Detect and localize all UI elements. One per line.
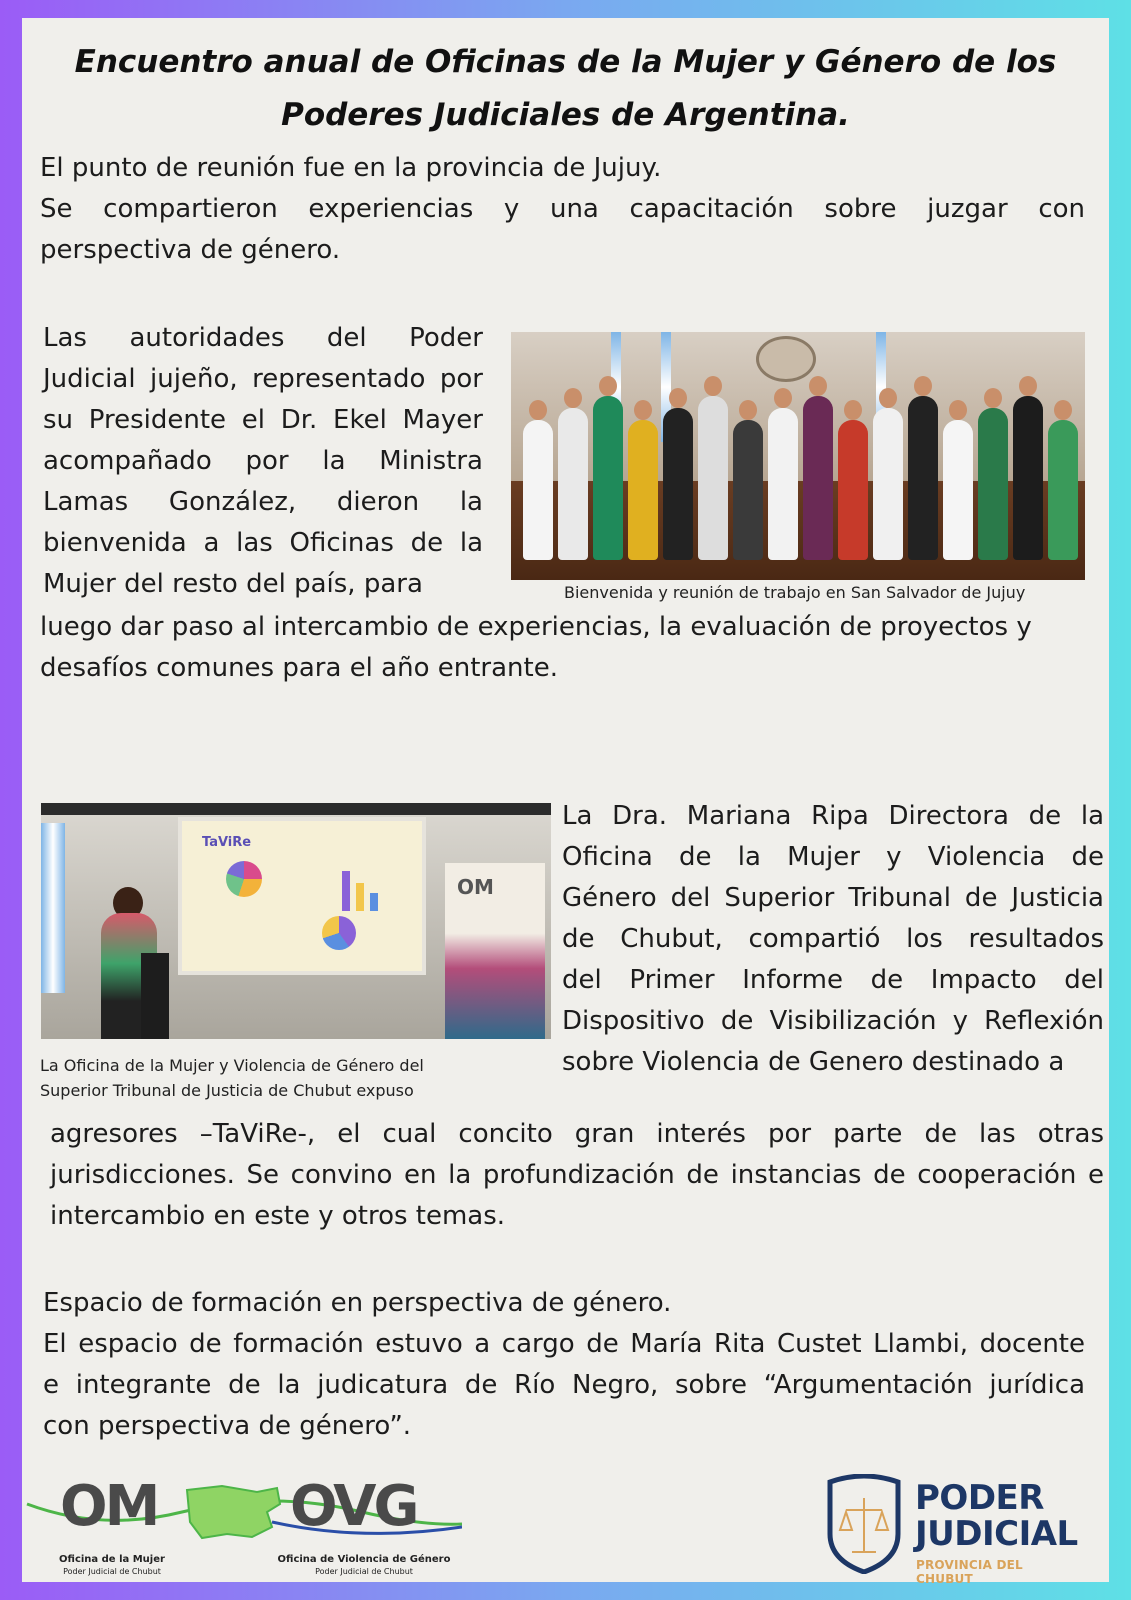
person-figure [838, 420, 868, 560]
person-head [669, 388, 687, 408]
person-figure [873, 408, 903, 560]
section1-line: Judicial jujeño, representado por [43, 364, 483, 394]
ovg-mark: OVG [290, 1474, 417, 1539]
section2-line: Género del Superior Tribunal de Justicia [562, 883, 1104, 913]
section1-cont-line-2: desafíos comunes para el año entrante. [40, 653, 558, 683]
shield-icon [824, 1474, 904, 1574]
section1-line: Mujer del resto del país, para [43, 569, 423, 599]
page-title [0, 36, 1131, 142]
om-label [52, 1554, 172, 1578]
person-head [809, 376, 827, 396]
section2-line: Oficina de la Mujer y Violencia de [562, 842, 1104, 872]
person-figure [943, 420, 973, 560]
section1-line: su Presidente el Dr. Ekel Mayer [43, 405, 483, 435]
person-figure [628, 420, 658, 560]
om-ovg-logo [22, 1474, 462, 1582]
banner-text: OM [457, 875, 494, 899]
title-line-2: Poderes Judiciales de Argentina. [281, 97, 850, 133]
person-figure [733, 420, 763, 560]
pj-line-1: PODER [915, 1478, 1044, 1518]
section1-line: acompañado por la Ministra [43, 446, 483, 476]
section2-cont-line-2: jurisdicciones. Se convino en la profundización de instancias de cooperación e [50, 1160, 1104, 1190]
ovg-label [274, 1554, 454, 1578]
section1-continuation [40, 607, 1110, 689]
person-head [704, 376, 722, 396]
person-head [774, 388, 792, 408]
group-photo-caption: Bienvenida y reunión de trabajo en San Salvador de Jujuy [564, 583, 1026, 602]
section3-line-3: e integrante de la judicatura de Río Negro, sobre “Argumentación jurídica [43, 1370, 1085, 1400]
presentation-photo-caption [40, 1053, 424, 1103]
intro-line-3: perspectiva de género. [40, 235, 341, 265]
section2-line: del Primer Informe de Impacto del [562, 965, 1104, 995]
section3-line-1: Espacio de formación en perspectiva de género. [43, 1288, 672, 1318]
section2-line: La Dra. Mariana Ripa Directora de la [562, 801, 1104, 831]
person-head [564, 388, 582, 408]
caption-line-1: La Oficina de la Mujer y Violencia de Género del [40, 1056, 424, 1075]
section3-paragraph [43, 1283, 1085, 1447]
person-figure [978, 408, 1008, 560]
section2-line: Dispositivo de Visibilización y Reflexión [562, 1006, 1104, 1036]
section2-line: de Chubut, compartió los resultados [562, 924, 1104, 954]
section1-line: Lamas González, dieron la [43, 487, 483, 517]
person-head [844, 400, 862, 420]
section2-cont-line-3: intercambio en este y otros temas. [50, 1201, 506, 1231]
section1-line: bienvenida a las Oficinas de la [43, 528, 483, 558]
ovg-label-title: Oficina de Violencia de Género [277, 1554, 451, 1565]
person-figure [698, 396, 728, 560]
section2-continuation [50, 1114, 1104, 1237]
person-head [599, 376, 617, 396]
person-figure [803, 396, 833, 560]
person-figure [908, 396, 938, 560]
section1-cont-line-1: luego dar paso al intercambio de experiencias, la evaluación de proyectos y [40, 612, 1032, 642]
section1-line: Las autoridades del Poder [43, 323, 483, 353]
pj-subtitle: PROVINCIA DEL CHUBUT [916, 1558, 1023, 1586]
section1-paragraph [43, 318, 483, 605]
section3-line-4: con perspectiva de género”. [43, 1411, 412, 1441]
ovg-label-sub: Poder Judicial de Chubut [315, 1567, 413, 1576]
intro-line-2: Se compartieron experiencias y una capacitación sobre juzgar con [40, 194, 1085, 224]
person-head [1019, 376, 1037, 396]
section3-line-2: El espacio de formación estuvo a cargo de María Rita Custet Llambi, docente [43, 1329, 1085, 1359]
person-figure [663, 408, 693, 560]
poder-judicial-logo [820, 1470, 1080, 1586]
pj-line-2: JUDICIAL [915, 1514, 1078, 1554]
person-figure [593, 396, 623, 560]
person-figure [523, 420, 553, 560]
slide-title: TaViRe [202, 835, 252, 850]
intro-line-1: El punto de reunión fue en la provincia de Jujuy. [40, 153, 662, 183]
person-head [739, 400, 757, 420]
person-figure [558, 408, 588, 560]
person-head [634, 400, 652, 420]
person-head [984, 388, 1002, 408]
section2-line: sobre Violencia de Genero destinado a [562, 1047, 1065, 1077]
person-head [879, 388, 897, 408]
person-figure [768, 408, 798, 560]
person-figure [1013, 396, 1043, 560]
group-photo [511, 332, 1085, 580]
presentation-photo [41, 803, 551, 1039]
om-label-title: Oficina de la Mujer [59, 1554, 165, 1565]
person-figure [1048, 420, 1078, 560]
person-head [529, 400, 547, 420]
caption-line-2: Superior Tribunal de Justicia de Chubut expuso [40, 1081, 414, 1100]
om-mark: OM [60, 1474, 158, 1539]
om-label-sub: Poder Judicial de Chubut [63, 1567, 161, 1576]
person-head [1054, 400, 1072, 420]
title-line-1: Encuentro anual de Oficinas de la Mujer y Género de los [74, 44, 1057, 80]
section2-cont-line-1: agresores –TaViRe-, el cual concito gran interés por parte de las otras [50, 1119, 1104, 1149]
person-head [949, 400, 967, 420]
intro-paragraph [40, 148, 1085, 271]
section2-paragraph [562, 796, 1104, 1083]
person-head [914, 376, 932, 396]
